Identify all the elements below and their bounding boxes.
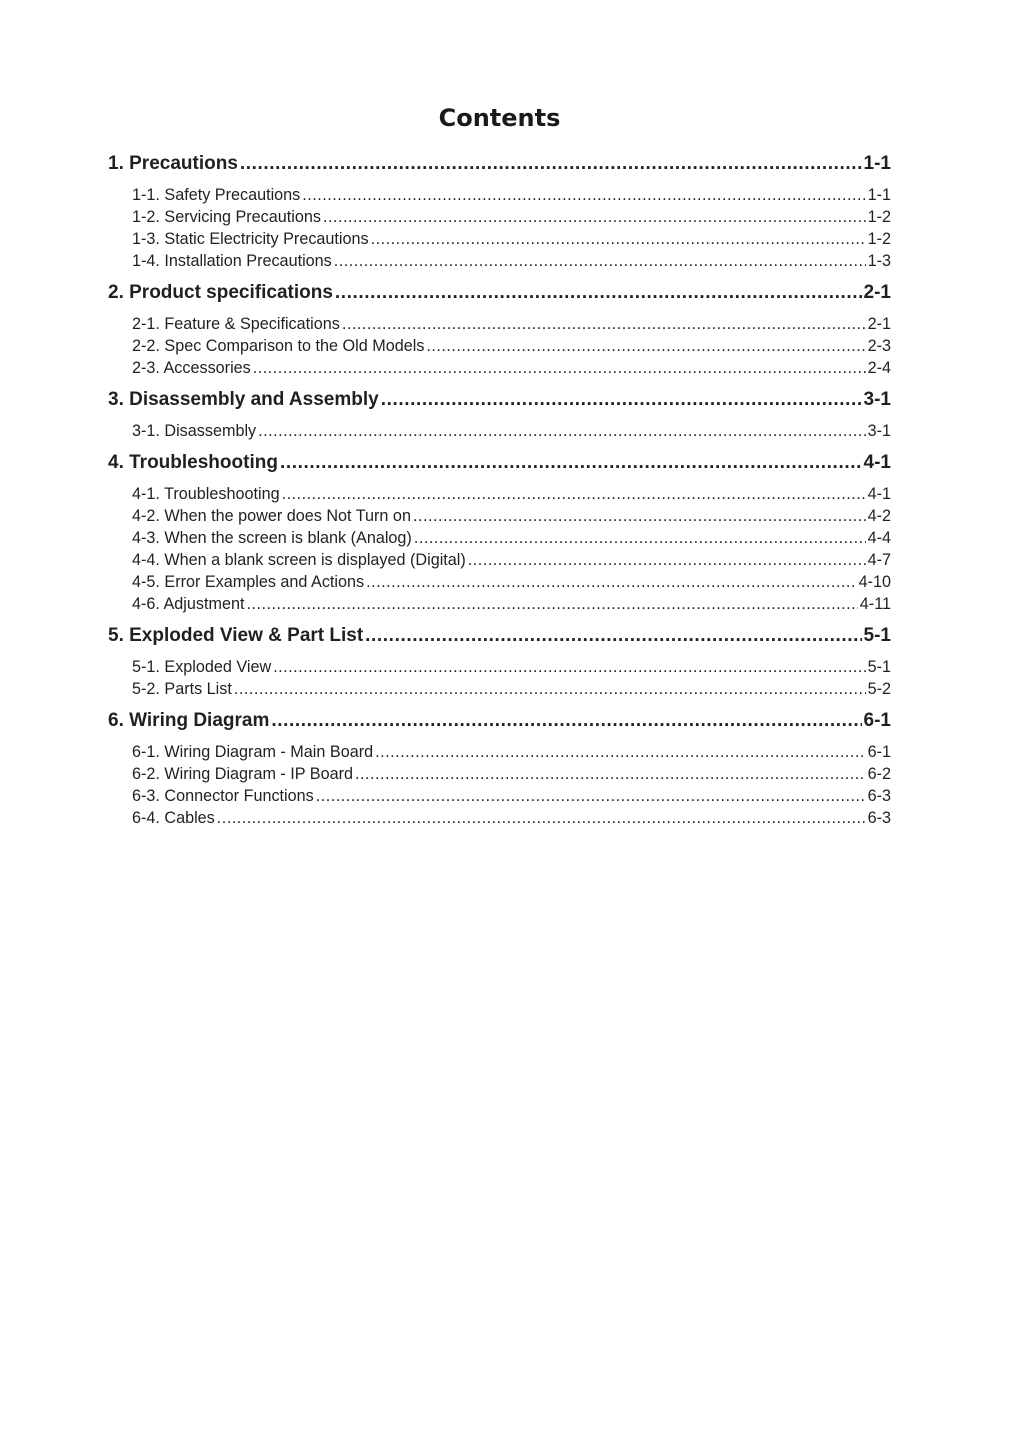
entry-title: 2-3. Accessories bbox=[132, 359, 251, 377]
entry-page-number: 6-1 bbox=[867, 743, 891, 761]
toc-entry[interactable] bbox=[132, 785, 891, 807]
toc-entry[interactable] bbox=[132, 483, 891, 505]
entry-page-number: 4-11 bbox=[859, 595, 891, 613]
entry-page-number: 4-4 bbox=[867, 529, 891, 547]
entry-title: 6-4. Cables bbox=[132, 809, 215, 827]
section-page-number: 3-1 bbox=[863, 389, 891, 410]
toc-entry[interactable] bbox=[132, 313, 891, 335]
dot-leader bbox=[381, 386, 862, 414]
entry-title: 4-5. Error Examples and Actions bbox=[132, 573, 365, 591]
toc-sub-list bbox=[108, 184, 891, 272]
toc-entry[interactable] bbox=[132, 656, 891, 678]
section-page-number: 5-1 bbox=[863, 625, 891, 646]
toc-sub-list bbox=[108, 420, 891, 442]
entry-page-number: 1-1 bbox=[867, 186, 891, 204]
toc-entry[interactable] bbox=[132, 505, 891, 527]
toc-entry[interactable] bbox=[132, 335, 891, 357]
dot-leader bbox=[217, 807, 866, 829]
toc-section bbox=[108, 622, 891, 700]
dot-leader bbox=[468, 549, 866, 571]
toc-sub-list bbox=[108, 741, 891, 829]
dot-leader bbox=[234, 678, 866, 700]
toc-entry[interactable] bbox=[132, 420, 891, 442]
table-of-contents bbox=[108, 150, 891, 829]
toc-sub-list bbox=[108, 313, 891, 379]
entry-title: 4-4. When a blank screen is displayed (Digital) bbox=[132, 551, 466, 569]
entry-page-number: 6-3 bbox=[867, 809, 891, 827]
entry-page-number: 2-3 bbox=[867, 337, 891, 355]
section-page-number: 1-1 bbox=[863, 153, 891, 174]
section-title: 5. Exploded View & Part List bbox=[108, 625, 364, 646]
entry-page-number: 5-2 bbox=[867, 680, 891, 698]
section-page-number: 2-1 bbox=[863, 282, 891, 303]
toc-sub-list bbox=[108, 483, 891, 615]
dot-leader bbox=[258, 420, 865, 442]
entry-page-number: 2-1 bbox=[867, 315, 891, 333]
entry-title: 4-2. When the power does Not Turn on bbox=[132, 507, 411, 525]
dot-leader bbox=[323, 206, 866, 228]
entry-page-number: 4-10 bbox=[858, 573, 891, 591]
dot-leader bbox=[240, 150, 862, 178]
toc-section bbox=[108, 386, 891, 442]
dot-leader bbox=[282, 483, 866, 505]
toc-section-heading[interactable] bbox=[108, 150, 891, 178]
entry-title: 1-3. Static Electricity Precautions bbox=[132, 230, 369, 248]
dot-leader bbox=[246, 593, 857, 615]
section-title: 3. Disassembly and Assembly bbox=[108, 389, 379, 410]
toc-entry[interactable] bbox=[132, 741, 891, 763]
entry-title: 4-3. When the screen is blank (Analog) bbox=[132, 529, 412, 547]
entry-page-number: 3-1 bbox=[867, 422, 891, 440]
dot-leader bbox=[280, 449, 862, 477]
dot-leader bbox=[375, 741, 866, 763]
toc-section-heading[interactable] bbox=[108, 707, 891, 735]
entry-page-number: 1-2 bbox=[867, 208, 891, 226]
entry-page-number: 4-2 bbox=[867, 507, 891, 525]
entry-title: 6-2. Wiring Diagram - IP Board bbox=[132, 765, 354, 783]
dot-leader bbox=[273, 656, 865, 678]
dot-leader bbox=[316, 785, 866, 807]
entry-title: 1-4. Installation Precautions bbox=[132, 252, 332, 270]
toc-section bbox=[108, 707, 891, 829]
toc-entry[interactable] bbox=[132, 571, 891, 593]
dot-leader bbox=[426, 335, 865, 357]
section-title: 4. Troubleshooting bbox=[108, 452, 278, 473]
dot-leader bbox=[271, 707, 861, 735]
section-page-number: 4-1 bbox=[863, 452, 891, 473]
dot-leader bbox=[413, 505, 866, 527]
entry-title: 4-6. Adjustment bbox=[132, 595, 245, 613]
entry-title: 6-3. Connector Functions bbox=[132, 787, 314, 805]
entry-page-number: 6-3 bbox=[867, 787, 891, 805]
toc-entry[interactable] bbox=[132, 357, 891, 379]
toc-entry[interactable] bbox=[132, 527, 891, 549]
toc-section-heading[interactable] bbox=[108, 279, 891, 307]
entry-page-number: 4-1 bbox=[867, 485, 891, 503]
dot-leader bbox=[365, 622, 861, 650]
entry-title: 5-1. Exploded View bbox=[132, 658, 272, 676]
entry-page-number: 1-2 bbox=[867, 230, 891, 248]
toc-entry[interactable] bbox=[132, 549, 891, 571]
dot-leader bbox=[371, 228, 866, 250]
toc-entry[interactable] bbox=[132, 807, 891, 829]
section-title: 2. Product specifications bbox=[108, 282, 333, 303]
toc-entry[interactable] bbox=[132, 184, 891, 206]
entry-title: 2-1. Feature & Specifications bbox=[132, 315, 340, 333]
toc-entry[interactable] bbox=[132, 250, 891, 272]
dot-leader bbox=[302, 184, 865, 206]
section-page-number: 6-1 bbox=[863, 710, 891, 731]
toc-section bbox=[108, 150, 891, 272]
toc-section bbox=[108, 449, 891, 615]
entry-page-number: 1-3 bbox=[867, 252, 891, 270]
toc-section-heading[interactable] bbox=[108, 622, 891, 650]
dot-leader bbox=[342, 313, 866, 335]
entry-title: 6-1. Wiring Diagram - Main Board bbox=[132, 743, 374, 761]
toc-entry[interactable] bbox=[132, 678, 891, 700]
toc-section-heading[interactable] bbox=[108, 386, 891, 414]
entry-title: 2-2. Spec Comparison to the Old Models bbox=[132, 337, 425, 355]
entry-title: 3-1. Disassembly bbox=[132, 422, 257, 440]
dot-leader bbox=[253, 357, 866, 379]
dot-leader bbox=[335, 279, 862, 307]
toc-entry[interactable] bbox=[132, 593, 891, 615]
entry-page-number: 6-2 bbox=[867, 765, 891, 783]
entry-page-number: 4-7 bbox=[867, 551, 891, 569]
toc-section-heading[interactable] bbox=[108, 449, 891, 477]
section-title: 6. Wiring Diagram bbox=[108, 710, 270, 731]
entry-title: 1-2. Servicing Precautions bbox=[132, 208, 321, 226]
toc-section bbox=[108, 279, 891, 379]
entry-title: 4-1. Troubleshooting bbox=[132, 485, 280, 503]
entry-page-number: 2-4 bbox=[867, 359, 891, 377]
section-title: 1. Precautions bbox=[108, 153, 238, 174]
dot-leader bbox=[414, 527, 866, 549]
dot-leader bbox=[366, 571, 856, 593]
toc-entry[interactable] bbox=[132, 206, 891, 228]
entry-page-number: 5-1 bbox=[867, 658, 891, 676]
toc-page bbox=[108, 100, 891, 836]
page-title: Contents bbox=[438, 104, 561, 132]
entry-title: 5-2. Parts List bbox=[132, 680, 232, 698]
toc-entry[interactable] bbox=[132, 228, 891, 250]
entry-title: 1-1. Safety Precautions bbox=[132, 186, 301, 204]
dot-leader bbox=[334, 250, 866, 272]
toc-sub-list bbox=[108, 656, 891, 700]
dot-leader bbox=[355, 763, 866, 785]
toc-entry[interactable] bbox=[132, 763, 891, 785]
